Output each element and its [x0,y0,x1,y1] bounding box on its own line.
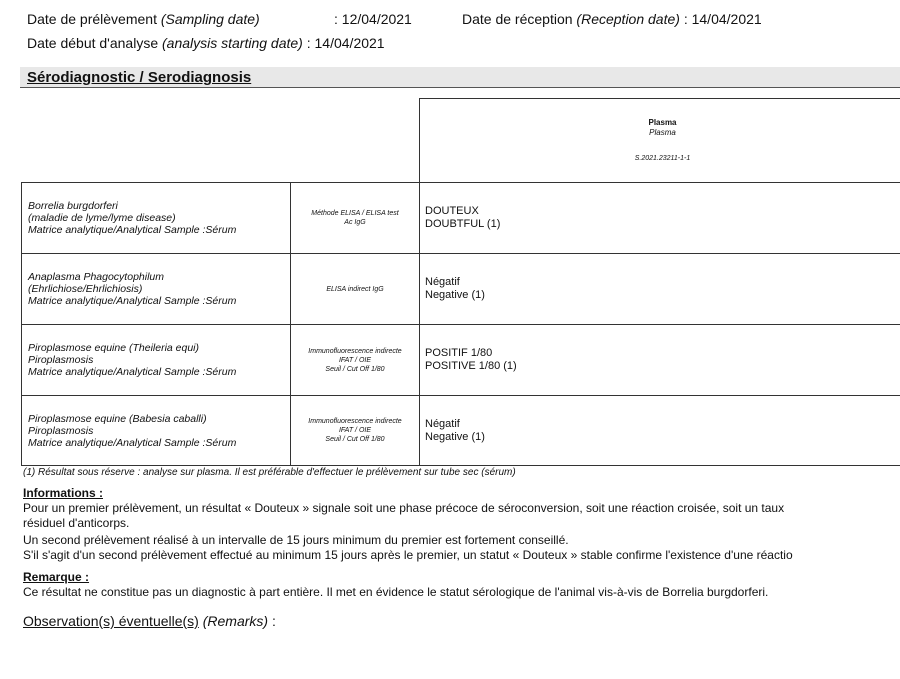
analysis-date-label-en: (analysis starting date) [162,35,303,51]
sampling-date-value: : 12/04/2021 [334,11,412,27]
reception-date-row [462,11,762,27]
method-line: ELISA indirect IgG [326,285,384,293]
test-sample-matrix: Matrice analytique/Analytical Sample :Sérum [28,295,237,307]
table-header-row [22,99,900,183]
section-title: Sérodiagnostic / Serodiagnosis [27,69,252,86]
method-cell [291,254,420,325]
plasma-header-sample-id: S.2021.23211-1-1 [634,154,691,162]
test-sample-matrix: Matrice analytique/Analytical Sample :Sérum [28,436,237,449]
result-cell [420,183,900,254]
method-line: IFAT / OIE [338,427,372,434]
observations-suffix: : [271,613,276,629]
reception-date-value: : 14/04/2021 [683,11,762,27]
analysis-date-row [27,35,385,51]
test-name-detail: (Ehrlichiose/Ehrlichiosis) [28,283,143,295]
method-cutoff: Seuil / Cut Off 1/80 [325,365,385,373]
method-cell [291,325,420,396]
table-row [22,254,900,325]
informations-line: Pour un premier prélèvement, un résultat « Douteux » signale soit une phase précoce de séroconversion, soit une réaction croisée, soit un taux [23,501,785,515]
method-line: Méthode ELISA / ELISA test [311,210,399,217]
result-en: Negative (1) [425,289,485,301]
test-name-cell [22,325,291,396]
remarque-label: Remarque : [23,570,90,584]
method-cell [291,183,420,254]
result-fr: POSITIF 1/80 [425,347,493,359]
test-name-detail: Piroplasmosis [28,424,94,437]
test-name-detail: (maladie de lyme/lyme disease) [28,212,176,224]
test-name: Anaplasma Phagocytophilum [28,271,164,283]
footnote: (1) Résultat sous réserve : analyse sur plasma. Il est préférable d'effectuer le prélèvement sur tube sec (sérum) [23,467,516,478]
observations-label: Observation(s) éventuelle(s) [23,613,199,629]
result-en: POSITIVE 1/80 (1) [425,360,517,372]
result-en: Negative (1) [425,430,485,443]
method-line: Immunofluorescence indirecte [308,347,402,355]
test-name-cell [22,396,291,466]
sampling-date-row [27,11,260,27]
results-table [21,98,900,466]
test-name-detail: Piroplasmosis [28,354,94,366]
test-name-cell [22,254,291,325]
sampling-date-label: Date de prélèvement [27,11,157,27]
analysis-date-label: Date début d'analyse [27,35,159,51]
result-cell [420,396,900,466]
plasma-column-header [420,99,900,183]
test-name: Piroplasmose equine (Theileria equi) [28,342,200,354]
test-name-cell [22,183,291,254]
method-line: Ac IgG [344,219,366,226]
test-sample-matrix: Matrice analytique/Analytical Sample :Sérum [28,224,237,236]
test-name: Borrelia burgdorferi [28,200,118,212]
method-cutoff: Seuil / Cut Off 1/80 [325,436,385,443]
result-cell [420,325,900,396]
informations-line: S'il s'agit d'un second prélèvement effectué au minimum 15 jours après le premier, un statut « Douteux » stable confirme l'existence d'une réactio [23,548,793,562]
result-cell [420,254,900,325]
observations-label-en: (Remarks) [202,613,269,629]
plasma-header-subtitle: Plasma [649,127,676,137]
table-row [22,396,900,466]
reception-date-label-en: (Reception date) [576,11,680,27]
result-en: DOUBTFUL (1) [425,218,501,230]
table-row [22,325,900,396]
test-name: Piroplasmose equine (Babesia caballi) [28,412,207,425]
informations-label: Informations : [23,486,103,500]
table-row [22,183,900,254]
method-line: IFAT / OIE [338,356,372,364]
method-cell [291,396,420,466]
analysis-date-value: : 14/04/2021 [306,35,385,51]
table-header-blank [22,99,420,183]
result-fr: DOUTEUX [425,205,479,217]
sampling-date-label-en: (Sampling date) [160,11,260,27]
informations-line: Un second prélèvement réalisé à un intervalle de 15 jours minimum du premier est fortement conseillé. [23,533,569,547]
observations-row [23,613,276,629]
result-fr: Négatif [425,276,460,288]
plasma-header-title: Plasma [648,117,677,127]
test-sample-matrix: Matrice analytique/Analytical Sample :Sérum [28,366,237,378]
informations-line: résiduel d'anticorps. [23,516,130,530]
result-fr: Négatif [425,417,460,430]
method-line: Immunofluorescence indirecte [308,418,402,425]
reception-date-label: Date de réception [462,11,573,27]
remarque-text: Ce résultat ne constitue pas un diagnostic à part entière. Il met en évidence le statut sérologique de l'animal vis-à-vis de Borrelia burgdorferi. [23,585,769,599]
